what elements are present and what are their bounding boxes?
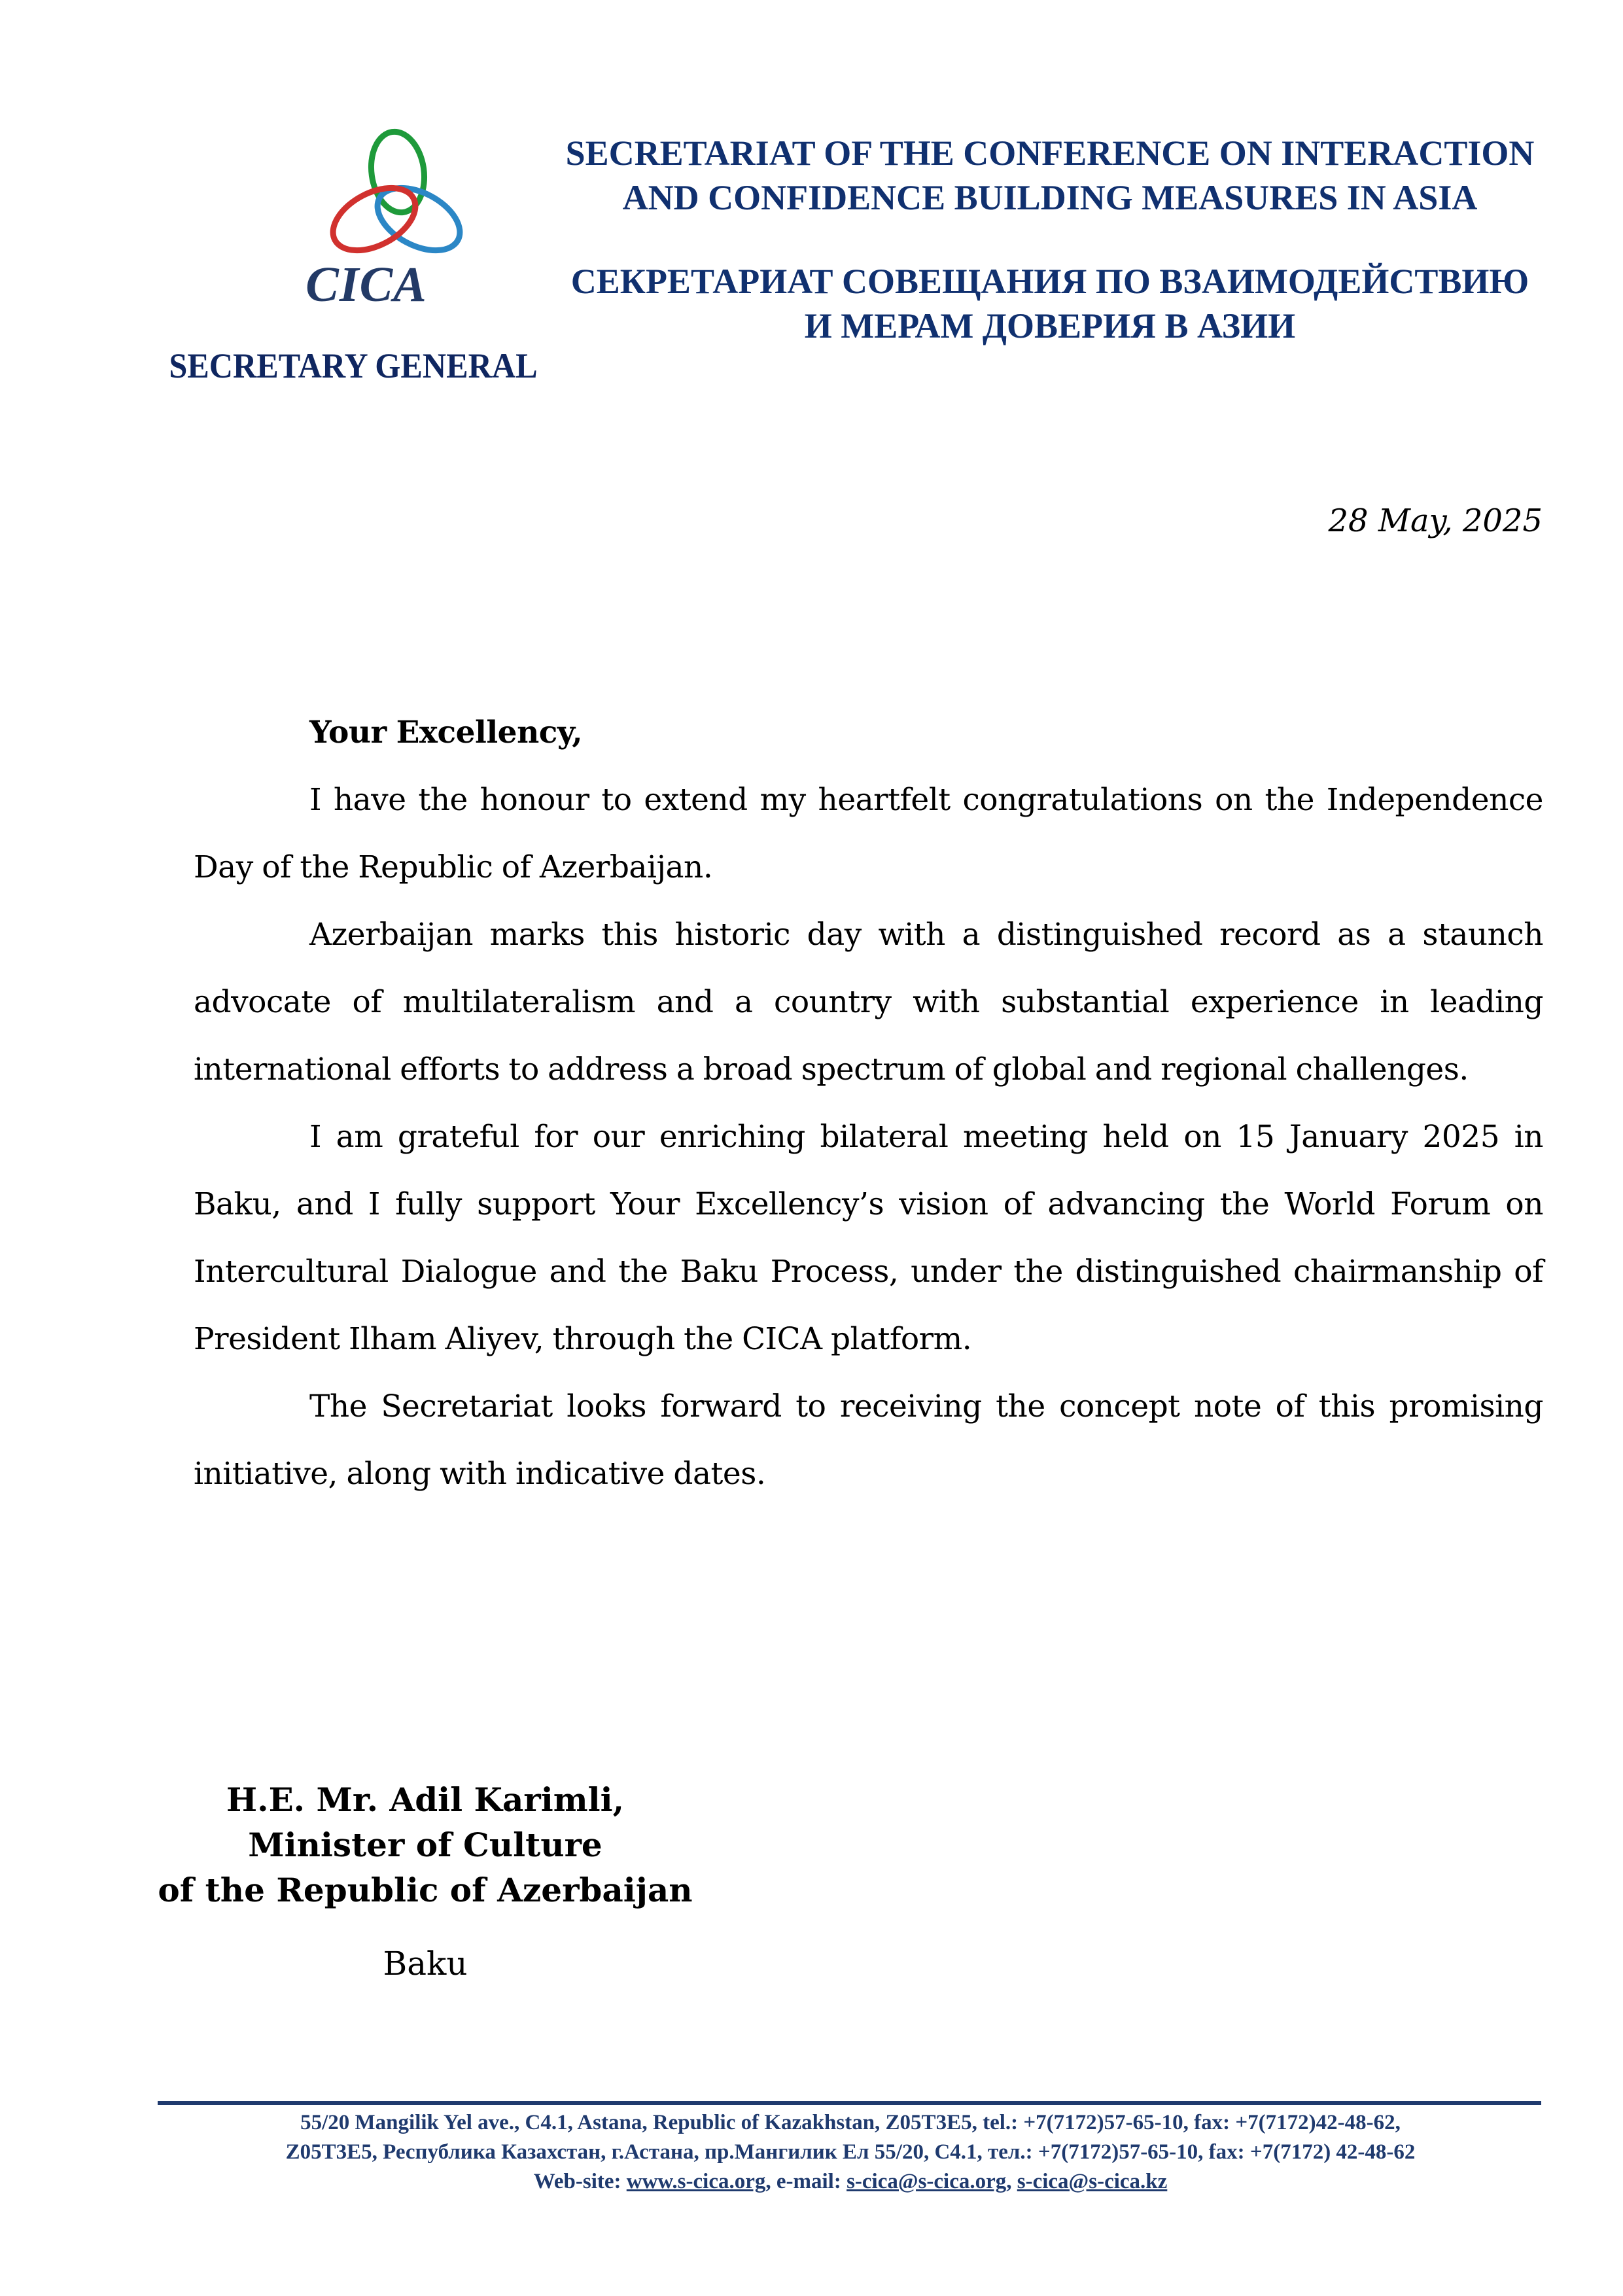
salutation: Your Excellency,	[309, 715, 583, 751]
addressee-city: Baku	[383, 1945, 468, 1983]
letterhead-title-en-line: SECRETARIAT OF THE CONFERENCE ON INTERACTION	[565, 133, 1535, 173]
addressee-block	[154, 1777, 697, 1913]
paragraph: I am grateful for our enriching bilateral meeting held on 15 January 2025 in Baku, and I fully support Your Excellency’s vision of advancing the World Forum on Intercultural Dialogue and the Baku Process, under the distinguished chairmanship of President Ilham Aliyev, through the CICA platform.	[194, 1119, 1543, 1357]
addressee-name: H.E. Mr. Adil Karimli,	[226, 1780, 625, 1819]
footer-contacts	[131, 2167, 1570, 2197]
logo-wordmark: CICA	[305, 257, 427, 312]
letterhead-title-en-line: AND CONFIDENCE BUILDING MEASURES IN ASIA	[622, 178, 1478, 217]
paragraph: Azerbaijan marks this historic day with a distinguished record as a staunch advocate of multilateralism and a country with substantial experience in leading international efforts to address a broad spectrum of global and regional challenges.	[194, 917, 1543, 1087]
website-label: Web-site:	[533, 2170, 627, 2193]
paragraph: The Secretariat looks forward to receiving the concept note of this promising initiative, along with indicative dates.	[194, 1388, 1543, 1492]
office-title: SECRETARY GENERAL	[169, 346, 538, 385]
email-link-kz[interactable]: s-cica@s-cica.kz	[1017, 2170, 1168, 2193]
footer	[131, 2108, 1570, 2197]
addressee-country: of the Republic of Azerbaijan	[158, 1871, 693, 1909]
email-link-org[interactable]: s-cica@s-cica.org	[846, 2170, 1007, 2193]
footer-divider	[158, 2101, 1541, 2105]
letterhead-title-ru-line: И МЕРАМ ДОВЕРИЯ В АЗИИ	[804, 306, 1296, 345]
letterhead-title-ru-line: СЕКРЕТАРИАТ СОВЕЩАНИЯ ПО ВЗАИМОДЕЙСТВИЮ	[570, 262, 1529, 301]
cica-logo-icon	[321, 128, 471, 258]
letterhead-title-en	[563, 131, 1537, 220]
email-label: , e-mail:	[765, 2170, 847, 2193]
letter-date: 28 May, 2025	[1328, 503, 1543, 539]
footer-address-en: 55/20 Mangilik Yel ave., C4.1, Astana, Republic of Kazakhstan, Z05T3E5, tel.: +7(7172)57-65-10, fax: +7(7172)42-48-62,	[300, 2111, 1401, 2134]
website-link[interactable]: www.s-cica.org	[626, 2170, 766, 2193]
paragraph: I have the honour to extend my heartfelt congratulations on the Independence Day of the Republic of Azerbaijan.	[194, 782, 1543, 885]
addressee-title: Minister of Culture	[248, 1826, 602, 1864]
letterhead-title-ru	[563, 259, 1537, 348]
email-separator: ,	[1006, 2170, 1017, 2193]
footer-address-ru: Z05T3E5, Республика Казахстан, г.Астана, пр.Мангилик Ел 55/20, C4.1, тел.: +7(7172)57-65-10, fax: +7(7172) 42-48-62	[285, 2140, 1416, 2164]
letter-body	[194, 699, 1543, 1508]
